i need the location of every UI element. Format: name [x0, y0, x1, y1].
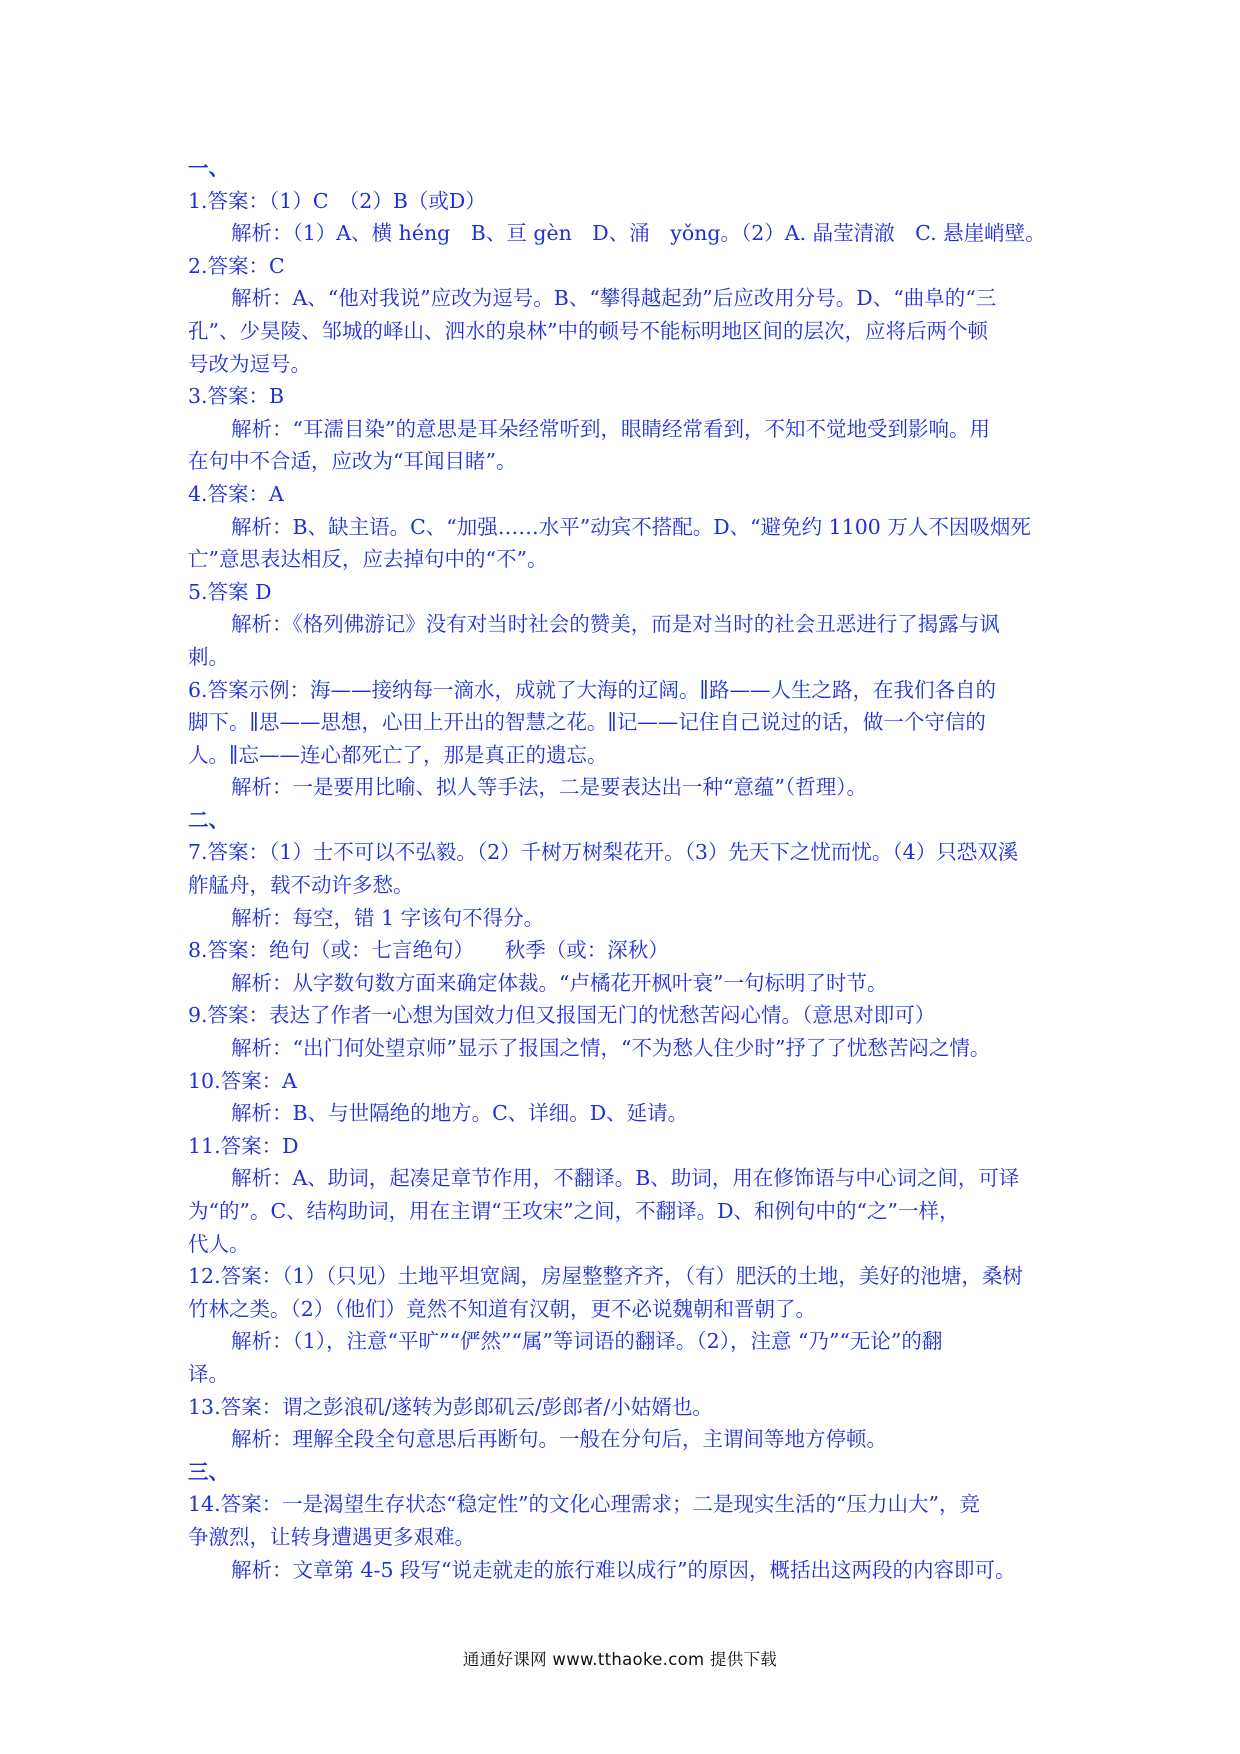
- text-line: 译。: [188, 1361, 229, 1386]
- text-line: 10.答案：A: [188, 1068, 297, 1093]
- text-line: 解析：理解全段全句意思后再断句。一般在分句后，主谓间等地方停顿。: [231, 1427, 887, 1452]
- text-line: 亡”意思表达相反，应去掉句中的“不”。: [188, 547, 548, 572]
- text-line: 在句中不合适，应改为“耳闻目睹”。: [188, 449, 517, 474]
- text-line: 竹林之类。（2）（他们）竟然不知道有汉朝，更不必说魏朝和晋朝了。: [188, 1296, 817, 1321]
- text-line: 解析：A、“他对我说”应改为逗号。B、“攀得越起劲”后应改用分号。D、“曲阜的“三: [231, 286, 997, 311]
- text-line: 人。∥忘——连心都死亡了，那是真正的遗忘。: [188, 742, 608, 767]
- text-line: 11.答案：D: [188, 1133, 299, 1158]
- text-line: 5.答案 D: [188, 579, 272, 604]
- answer-text-body: [188, 152, 1060, 1586]
- text-line: 解析：每空，错 1 字该句不得分。: [231, 905, 545, 930]
- text-line: 解析：（1）A、横 héng B、亘 gèn D、涌 yǒng。（2）A. 晶莹清澈 C. 悬崖峭壁。: [231, 221, 1046, 246]
- text-line: 刺。: [188, 644, 229, 669]
- text-line: 为“的”。C、结构助词，用在主谓“王攻宋”之间，不翻译。D、和例句中的“之”一样，: [188, 1199, 960, 1223]
- text-line: 号改为逗号。: [188, 351, 311, 376]
- section-heading: 三、: [188, 1459, 229, 1484]
- text-line: 1.答案：（1）C （2）B（或D）: [188, 188, 486, 213]
- text-line: 2.答案：C: [188, 253, 285, 278]
- text-line: 7.答案：（1）士不可以不弘毅。（2）千树万树梨花开。（3）先天下之忧而忧。（4）只恐双溪: [188, 840, 1019, 865]
- text-line: 解析：A、助词，起凑足章节作用，不翻译。B、助词，用在修饰语与中心词之间，可译: [231, 1166, 1020, 1191]
- section-heading: 一、: [188, 156, 229, 180]
- text-line: 3.答案：B: [188, 384, 285, 409]
- text-line: 争激烈，让转身遭遇更多艰难。: [188, 1524, 475, 1549]
- text-line: 解析：《格列佛游记》没有对当时社会的赞美，而是对当时的社会丑恶进行了揭露与讽: [231, 612, 1000, 637]
- text-line: 解析：从字数句数方面来确定体裁。“卢橘花开枫叶衰”一句标明了时节。: [231, 970, 888, 995]
- text-line: 解析：一是要用比喻、拟人等手法，二是要表达出一种“意蕴”（哲理）。: [231, 775, 867, 800]
- text-line: 解析：文章第 4-5 段写“说走就走的旅行难以成行”的原因，概括出这两段的内容即可。: [231, 1557, 1016, 1582]
- text-line: 4.答案：A: [188, 481, 284, 506]
- text-line: 12.答案：（1）（只见）土地平坦宽阔，房屋整整齐齐，（有）肥沃的土地，美好的池塘，桑树: [188, 1264, 1023, 1289]
- page-footer: 通通好课网 www.tthaoke.com 提供下载: [462, 1650, 778, 1669]
- text-line: 解析：“耳濡目染”的意思是耳朵经常听到，眼睛经常看到，不知不觉地受到影响。用: [231, 416, 990, 441]
- text-line: 孔”、少昊陵、邹城的峄山、泗水的泉林”中的顿号不能标明地区间的层次，应将后两个顿: [188, 318, 988, 343]
- text-line: 解析：（1），注意“平旷”“俨然”“属”等词语的翻译。（2），注意 “乃”“无论”的翻: [231, 1329, 943, 1354]
- text-line: 解析：“出门何处望京师”显示了报国之情，“不为愁人住少时”抒了了忧愁苦闷之情。: [231, 1036, 991, 1061]
- text-line: 脚下。∥思——思想，心田上开出的智慧之花。∥记——记住自己说过的话，做一个守信的: [188, 710, 986, 735]
- text-line: 舴艋舟，载不动许多愁。: [188, 873, 414, 898]
- text-line: 解析：B、与世隔绝的地方。C、详细。D、延请。: [231, 1101, 689, 1126]
- text-line: 解析：B、缺主语。C、“加强……水平”动宾不搭配。D、“避免约 1100 万人不因吸烟死: [231, 514, 1031, 539]
- text-line: 14.答案：一是渴望生存状态“稳定性”的文化心理需求；二是现实生活的“压力山大”，竞: [188, 1492, 981, 1517]
- section-heading: 二、: [188, 807, 229, 832]
- text-line: 13.答案：谓之彭浪矶/遂转为彭郎矶云/彭郎者/小姑婿也。: [188, 1394, 713, 1419]
- text-line: 9.答案：表达了作者一心想为国效力但又报国无门的忧愁苦闷心情。（意思对即可）: [188, 1003, 936, 1028]
- text-line: 6.答案示例：海——接纳每一滴水，成就了大海的辽阔。∥路——人生之路，在我们各自的: [188, 677, 997, 702]
- text-line: 代人。: [188, 1231, 250, 1256]
- text-line: 8.答案：绝句（或：七言绝句） 秋季（或：深秋）: [188, 938, 669, 963]
